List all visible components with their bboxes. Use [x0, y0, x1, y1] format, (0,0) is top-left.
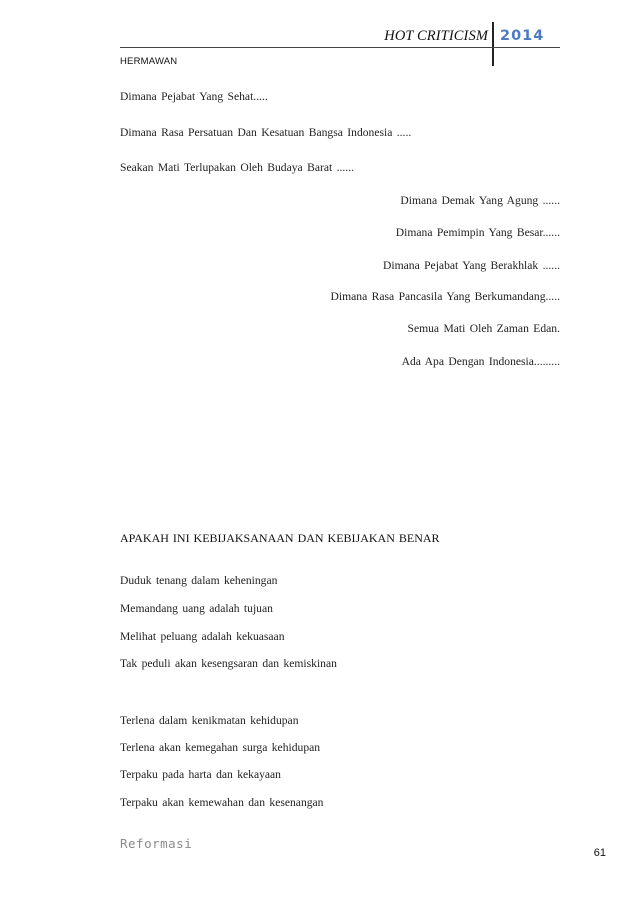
- poem-line: Dimana Pejabat Yang Sehat.....: [120, 90, 268, 103]
- poem-line-right: Dimana Pejabat Yang Berakhlak ......: [383, 259, 560, 272]
- author-name: HERMAWAN: [120, 56, 178, 67]
- poem-line: Memandang uang adalah tujuan: [120, 602, 273, 615]
- poem-line: Melihat peluang adalah kekuasaan: [120, 630, 285, 643]
- poem-line: Tak peduli akan kesengsaran dan kemiskinan: [120, 657, 337, 670]
- running-header-year: 2014: [500, 28, 545, 44]
- poem-line: Terpaku pada harta dan kekayaan: [120, 768, 281, 781]
- header-divider: [492, 22, 494, 66]
- poem-line: Terpaku akan kemewahan dan kesenangan: [120, 796, 324, 809]
- poem-line-right: Ada Apa Dengan Indonesia.........: [401, 355, 560, 368]
- poem-line: Duduk tenang dalam keheningan: [120, 574, 278, 587]
- header-rule: [120, 47, 560, 48]
- poem-line: Terlena dalam kenikmatan kehidupan: [120, 714, 299, 727]
- poem-line: Seakan Mati Terlupakan Oleh Budaya Barat ......: [120, 161, 354, 174]
- running-header-title: HOT CRITICISM: [384, 28, 488, 44]
- poem-line: Terlena akan kemegahan surga kehidupan: [120, 741, 321, 754]
- poem-line-right: Dimana Rasa Pancasila Yang Berkumandang.....: [330, 290, 560, 303]
- poem-line-right: Dimana Pemimpin Yang Besar......: [395, 226, 560, 239]
- page-number: 61: [593, 847, 606, 859]
- poem-line: Dimana Rasa Persatuan Dan Kesatuan Bangsa Indonesia .....: [120, 126, 412, 139]
- poem-line-right: Dimana Demak Yang Agung ......: [400, 194, 560, 207]
- footer-section-name: Reformasi: [120, 836, 193, 851]
- poem-title: APAKAH INI KEBIJAKSANAAN DAN KEBIJAKAN BENAR: [120, 531, 440, 545]
- poem-line-right: Semua Mati Oleh Zaman Edan.: [407, 322, 560, 335]
